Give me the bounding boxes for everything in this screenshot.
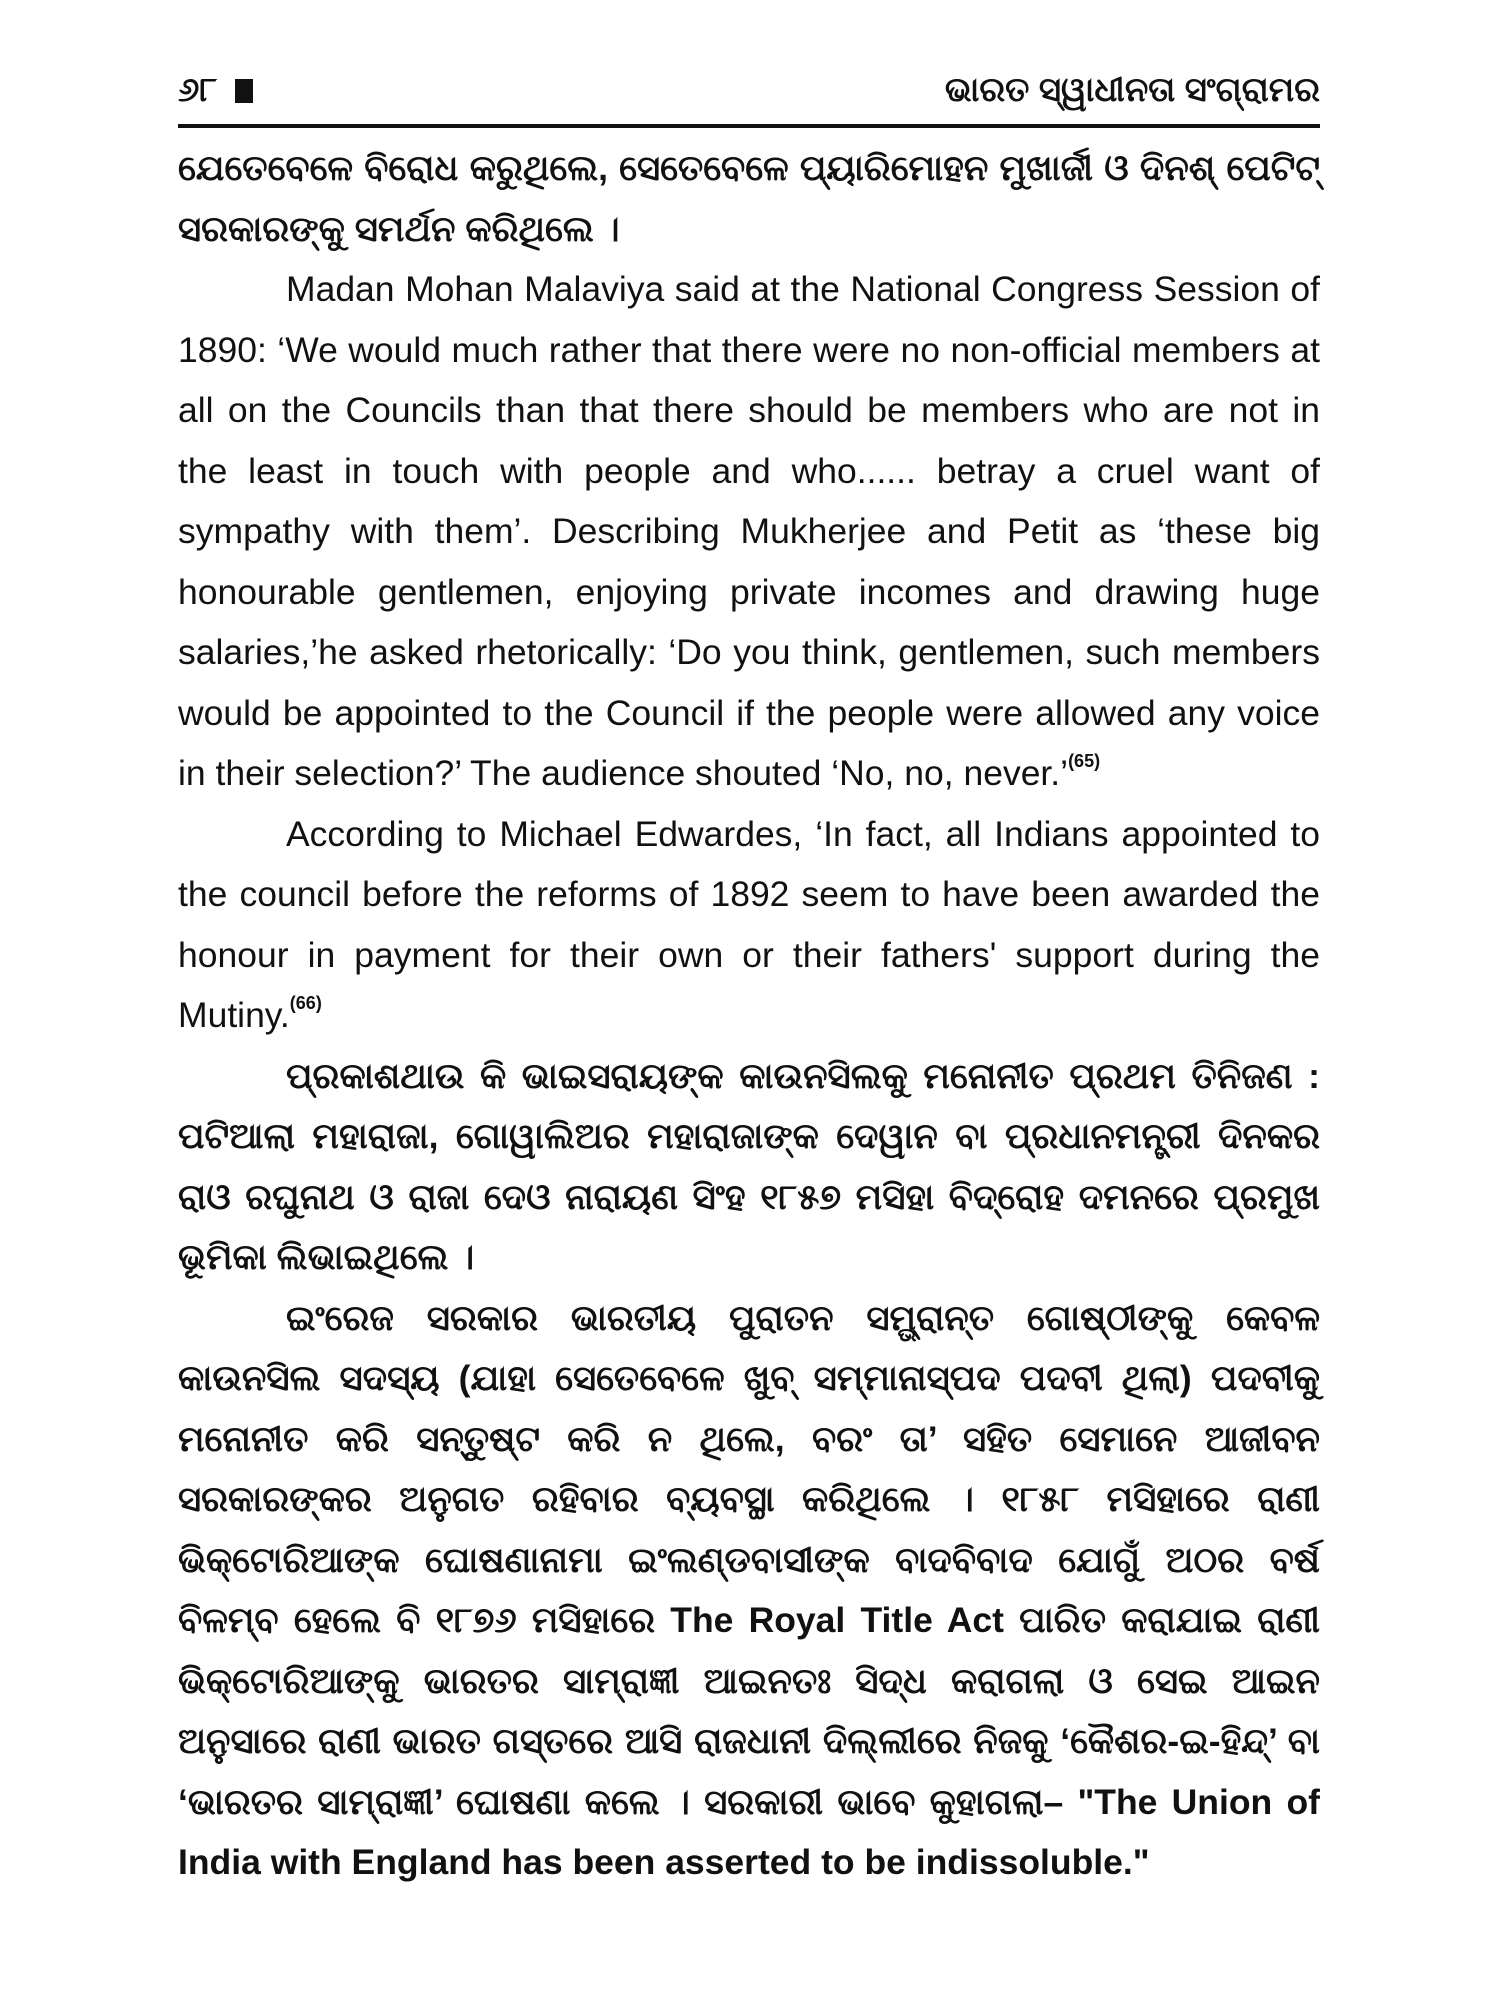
running-title: ଭାରତ ସ୍ୱାଧୀନତା ସଂଗ୍ରାମର	[944, 71, 1320, 109]
paragraph-odia-2	[178, 1046, 1320, 1288]
header-rule	[178, 124, 1320, 128]
paragraph-odia-3	[178, 1288, 1320, 1893]
paragraph-text: ଇଂରେଜ ସରକାର ଭାରତୀୟ ପୁରାତନ ସମ୍ଭ୍ରାନ୍ତ ଗୋଷ୍ଠୀଙ୍କୁ କେବଳ କାଉନସିଲ ସଦସ୍ୟ (ଯାହା ସେତେବେଳେ ଖୁବ୍ ସମ୍ମାନାସ୍ପଦ ପଦବୀ ଥିଲା) ପଦବୀକୁ ମନୋନୀତ କରି ସନ୍ତୁଷ୍ଟ କରି ନ ଥିଲେ, ବରଂ ତା’ ସହିତ ସେମାନେ ଆଜୀବନ ସରକାରଙ୍କର ଅନୁଗତ ରହିବାର ବ୍ୟବସ୍ଥା କରିଥିଲେ । ୧୮୫୮ ମସିହାରେ ରାଣୀ ଭିକ୍ଟୋରିଆଙ୍କ ଘୋଷଣାନାମା ଇଂଲଣ୍ଡବାସୀଙ୍କ ବାଦବିବାଦ ଯୋଗୁଁ ଅଠର ବର୍ଷ ବିଳମ୍ବ ହେଲେ ବି ୧୮୭୬ ମସିହାରେ The Royal Title Act ପାରିତ କରାଯାଇ ରାଣୀ ଭିକ୍ଟୋରିଆଙ୍କୁ ଭାରତର ସାମ୍ରାଜ୍ଞୀ ଆଇନତଃ ସିଦ୍ଧ କରାଗଲା ଓ ସେଇ ଆଇନ ଅନୁସାରେ ରାଣୀ ଭାରତ ଗସ୍ତରେ ଆସି ରାଜଧାନୀ ଦିଲ୍ଲୀରେ ନିଜକୁ ‘କୈଶର-ଇ-ହିନ୍ଦ୍’ ବା ‘ଭାରତର ସାମ୍ରାଜ୍ଞୀ’ ଘୋଷଣା କଲେ । ସରକାରୀ ଭାବେ କୁହାଗଲା– "The Union of India with England has been asserted to be indissoluble."	[178, 1297, 1320, 1882]
paragraph-text: Madan Mohan Malaviya said at the National Congress Session of 1890: ‘We would much rather that there were no non-official members at all on the Councils than that there should be members who are not in the least in touch with people and who...... betray a cruel want of sympathy with them’. Describing Mukherjee and Petit as ‘these big honourable gentlemen, enjoying private incomes and drawing huge salaries,’he asked rhetorically: ‘Do you think, gentlemen, such members would be appointed to the Council if the people were allowed any voice in their selection?’ The audience shouted ‘No, no, never.’	[178, 269, 1320, 793]
paragraph-malaviya-quote	[178, 259, 1320, 804]
square-bullet-icon	[235, 79, 253, 103]
footnote-ref: (66)	[289, 993, 322, 1013]
paragraph-text: According to Michael Edwardes, ‘In fact, all Indians appointed to the council before the reforms of 1892 seem to have been awarded the honour in payment for their own or their fathers' support during the Mutiny.	[178, 813, 1320, 1035]
header-left	[178, 71, 253, 110]
book-page	[178, 52, 1320, 1893]
page-header	[178, 52, 1320, 110]
paragraph-edwardes-quote	[178, 804, 1320, 1046]
paragraph-text: ଯେତେବେଳେ ବିରୋଧ କରୁଥିଲେ, ସେତେବେଳେ ପ୍ୟାରିମୋହନ ମୁଖାର୍ଜୀ ଓ ଦିନଶ୍ ପେଟିଟ୍ ସରକାରଙ୍କୁ ସମର୍ଥନ କରିଥିଲେ ।	[178, 148, 1320, 249]
paragraph-text: ପ୍ରକାଶଥାଉ କି ଭାଇସରାୟଙ୍କ କାଉନସିଲକୁ ମନୋନୀତ ପ୍ରଥମ ତିନିଜଣ : ପଟିଆଲା ମହାରାଜା, ଗୋୱାଲିଅର ମହାରାଜାଙ୍କ ଦେୱାନ ବା ପ୍ରଧାନମନ୍ତ୍ରୀ ଦିନକର ରାଓ ରଘୁନାଥ ଓ ରାଜା ଦେଓ ନାରାୟଣ ସିଂହ ୧୮୫୭ ମସିହା ବିଦ୍ରୋହ ଦମନରେ ପ୍ରମୁଖ ଭୂମିକା ଲିଭାଇଥିଲେ ।	[178, 1055, 1320, 1277]
footnote-ref: (65)	[1068, 751, 1101, 771]
paragraph-odia-1	[178, 138, 1320, 259]
page-number: ୬୮	[178, 71, 218, 109]
